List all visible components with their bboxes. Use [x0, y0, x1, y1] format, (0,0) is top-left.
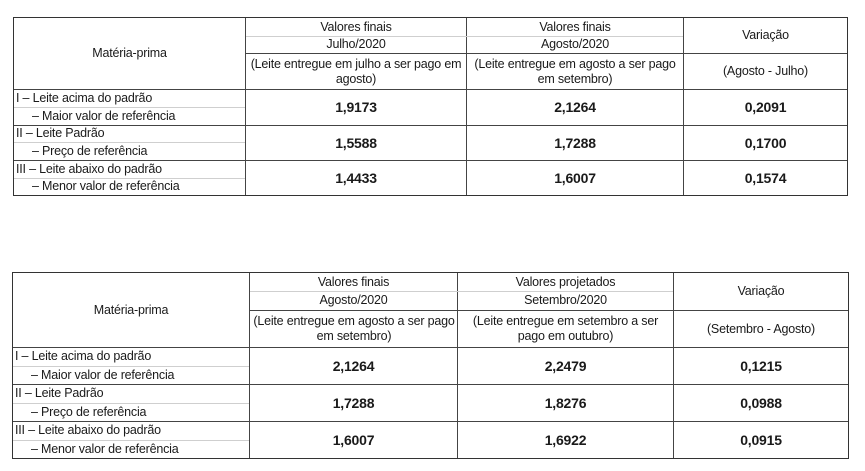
value-cell: 1,4433	[335, 169, 377, 186]
header-col3-period: Agosto/2020	[541, 37, 609, 51]
row-sublabel: – Preço de referência	[31, 405, 147, 419]
row-subdivider	[13, 366, 249, 367]
header-materia-prima: Matéria-prima	[92, 46, 167, 60]
variation-cell: 0,1700	[744, 134, 787, 151]
header-col3-note: (Leite entregue em setembro a ser pago em outubro)	[472, 314, 659, 343]
row-subdivider	[14, 107, 245, 108]
header-col3-title: Valores projetados	[515, 274, 616, 289]
variation-cell: 0,0988	[740, 394, 782, 411]
row-label: I – Leite acima do padrão	[16, 91, 153, 105]
price-table-julho-agosto	[13, 17, 848, 196]
header-col3-note: (Leite entregue em agosto a ser pago em setembro)	[474, 56, 676, 86]
row-subdivider	[14, 142, 245, 143]
row-label: III – Leite abaixo do padrão	[16, 162, 162, 176]
value-cell: 1,6007	[332, 431, 375, 448]
row-label: III – Leite abaixo do padrão	[15, 423, 161, 437]
value-cell: 1,6007	[554, 169, 596, 186]
row-label: II – Leite Padrão	[15, 386, 104, 400]
header-variacao-note: (Agosto - Julho)	[722, 64, 809, 78]
value-cell: 2,1264	[332, 357, 375, 374]
row-subdivider	[13, 403, 249, 404]
row-sublabel: – Menor valor de referência	[31, 442, 179, 456]
header-col2-note: (Leite entregue em julho a ser pago em agosto)	[250, 56, 462, 86]
price-table-agosto-setembro	[12, 272, 849, 459]
row-subdivider	[13, 440, 249, 441]
header-col2-note: (Leite entregue em agosto a ser pago em setembro)	[253, 314, 455, 343]
header-col2-title: Valores finais	[320, 19, 392, 34]
variation-cell: 0,2091	[744, 99, 787, 115]
header-col3-period: Setembro/2020	[524, 293, 607, 307]
header-col2-period: Julho/2020	[326, 37, 386, 51]
row-label: I – Leite acima do padrão	[15, 349, 152, 363]
value-cell: 1,9173	[335, 99, 377, 115]
row-sublabel: – Maior valor de referência	[32, 109, 176, 123]
row-sublabel: – Maior valor de referência	[31, 368, 175, 382]
header-col2-period: Agosto/2020	[319, 293, 388, 307]
row-sublabel: – Menor valor de referência	[32, 179, 180, 193]
value-cell: 1,7288	[332, 394, 375, 411]
value-cell: 1,6922	[544, 431, 587, 448]
value-cell: 1,5588	[335, 134, 377, 151]
variation-cell: 0,1574	[744, 169, 787, 186]
value-cell: 2,1264	[554, 99, 596, 115]
header-col3-title: Valores finais	[539, 19, 611, 34]
variation-cell: 0,0915	[740, 431, 782, 448]
header-col2-title: Valores finais	[317, 274, 390, 289]
header-materia-prima: Matéria-prima	[93, 302, 169, 317]
row-label: II – Leite Padrão	[16, 126, 105, 140]
header-variacao-note: (Setembro - Agosto)	[706, 321, 816, 336]
variation-cell: 0,1215	[740, 357, 782, 374]
row-sublabel: – Preço de referência	[32, 144, 148, 158]
value-cell: 2,2479	[544, 357, 587, 374]
header-variacao-title: Variação	[742, 28, 789, 42]
value-cell: 1,7288	[554, 134, 596, 151]
header-variacao-title: Variação	[737, 284, 785, 298]
value-cell: 1,8276	[544, 394, 587, 411]
